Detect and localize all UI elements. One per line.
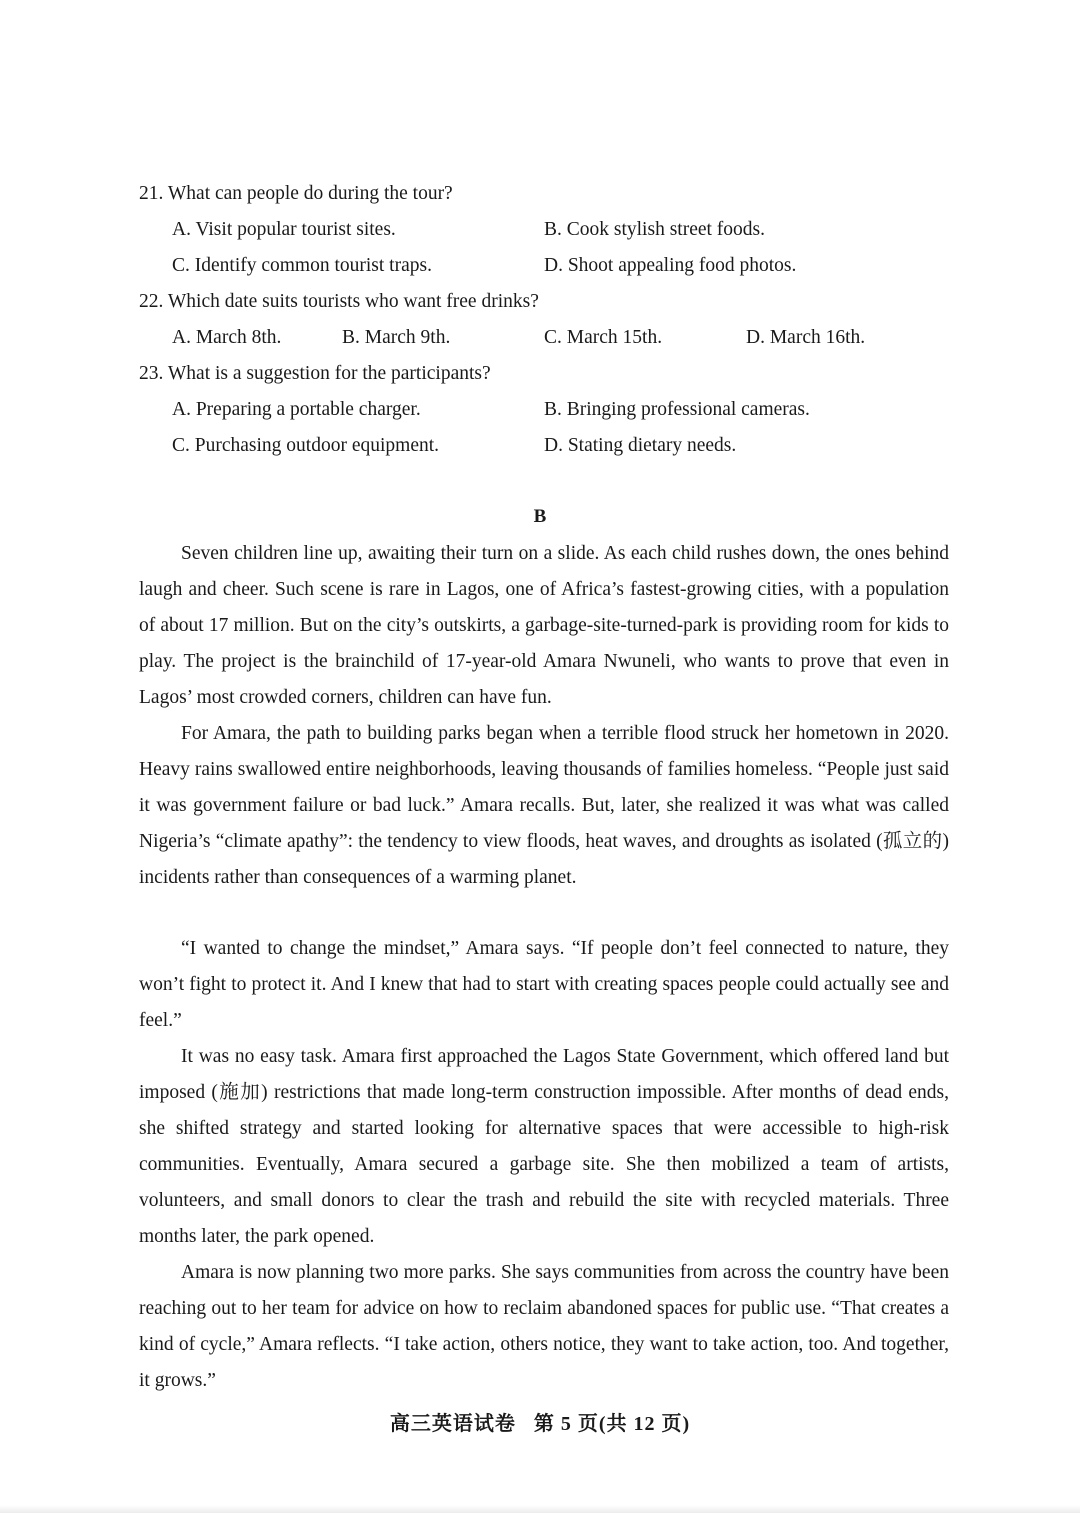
option-a: A. March 8th. — [172, 327, 282, 348]
passage-paragraph-5: Amara is now planning two more parks. She says communities from across the country have been reaching out to her team for advice on how to reclaim abandoned spaces for public use. “That creates a kind of cycle,” Amara reflects. “I take action, others notice, they want to take action, too. And together, it grows.” — [139, 1262, 949, 1391]
question-stem: 23. What is a suggestion for the participants? — [139, 363, 491, 384]
question-stem: 21. What can people do during the tour? — [139, 183, 453, 204]
question-stem: 22. Which date suits tourists who want free drinks? — [139, 291, 539, 312]
page-footer — [0, 1407, 1080, 1436]
passage-paragraph-3: “I wanted to change the mindset,” Amara says. “If people don’t feel connected to nature, they won’t fight to protect it. And I knew that had to start with creating spaces people could actually see and feel.” — [139, 938, 949, 1031]
option-d: D. Stating dietary needs. — [544, 435, 737, 456]
option-b: B. March 9th. — [342, 327, 451, 348]
scan-edge — [0, 1505, 1080, 1513]
option-c: C. Identify common tourist traps. — [172, 255, 432, 276]
option-a: A. Visit popular tourist sites. — [172, 219, 396, 240]
option-d: D. Shoot appealing food photos. — [544, 255, 797, 276]
option-d: D. March 16th. — [746, 327, 866, 348]
passage-paragraph-4: It was no easy task. Amara first approached the Lagos State Government, which offered land but imposed (施加) restrictions that made long-term construction impossible. After months of dead ends, she shifted strategy and started looking for alternative spaces that were accessible to high-risk communities. Eventually, Amara secured a garbage site. She then mobilized a team of artists, volunteers, and small donors to clear the trash and rebuild the site with recycled materials. Three months later, the park opened. — [139, 1046, 949, 1247]
option-a: A. Preparing a portable charger. — [172, 399, 421, 420]
page-number: 第 5 页(共 12 页) — [533, 1413, 691, 1435]
option-b: B. Bringing professional cameras. — [544, 399, 810, 420]
passage-paragraph-2: For Amara, the path to building parks began when a terrible flood struck her hometown in 2020. Heavy rains swallowed entire neighborhoods, leaving thousands of families homeless. “People just said it was government failure or bad luck.” Amara recalls. But, later, she realized it was what was called Nigeria’s “climate apathy”: the tendency to view floods, heat waves, and droughts as isolated (孤立的) incidents rather than consequences of a warming planet. — [139, 723, 949, 888]
option-c: C. March 15th. — [544, 327, 663, 348]
exam-title: 高三英语试卷 — [389, 1413, 516, 1435]
passage-paragraph-1: Seven children line up, awaiting their turn on a slide. As each child rushes down, the ones behind laugh and cheer. Such scene is rare in Lagos, one of Africa’s fastest-growing cities, with a population of about 17 million. But on the city’s outskirts, a garbage-site-turned-park is providing room for kids to play. The project is the brainchild of 17-year-old Amara Nwuneli, who wants to prove that even in Lagos’ most crowded corners, children can have fun. — [139, 543, 949, 708]
section-heading: B — [533, 506, 547, 527]
option-b: B. Cook stylish street foods. — [544, 219, 766, 240]
option-c: C. Purchasing outdoor equipment. — [172, 435, 440, 456]
